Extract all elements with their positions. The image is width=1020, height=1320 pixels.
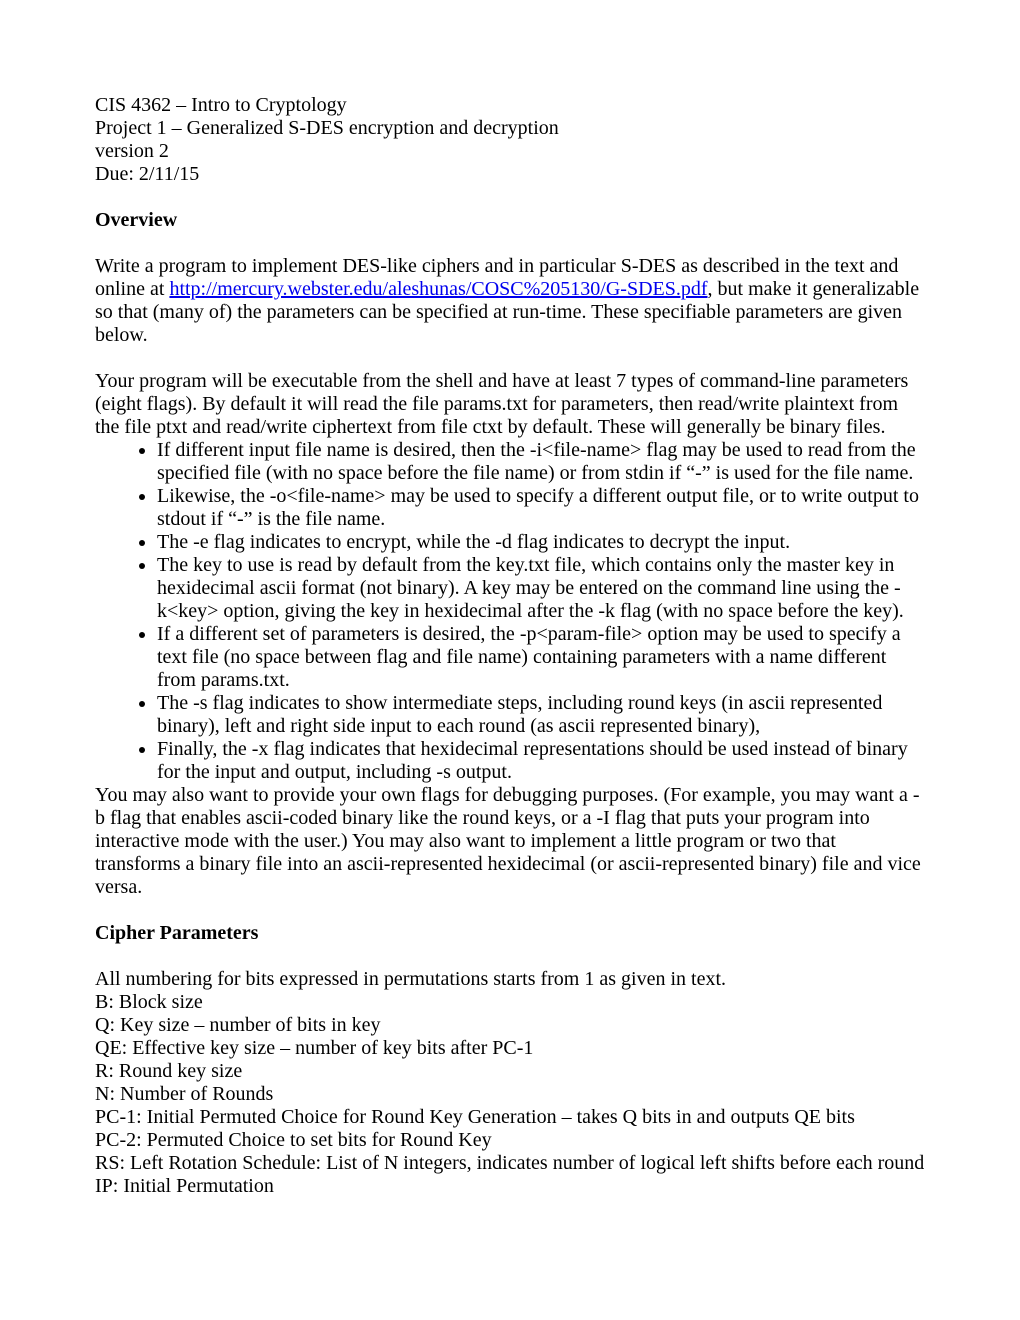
cipher-parameters-list (95, 991, 925, 1198)
section-heading-cipher-parameters: Cipher Parameters (95, 922, 259, 944)
overview-paragraph-3: You may also want to provide your own flags for debugging purposes. (For example, you may want a -b flag that enables ascii-coded binary like the round keys, or a -I flag that puts your program into interactive mode with the user.) You may also want to implement a little program or two that transforms a binary file into an ascii-represented hexidecimal (or ascii-represented binary) file and vice versa. (95, 784, 921, 898)
bullet-item-key-flag: • The key to use is read by default from the key.txt file, which contains only the master key in hexidecimal ascii format (not binary). A key may be entered on the command line using the -k<key> option, giving the key in hexidecimal after the -k flag (with no space before the key). (157, 554, 925, 623)
cipher-parameters-intro: All numbering for bits expressed in permutations starts from 1 as given in text. (95, 968, 726, 990)
bullet-item-steps-flag: • The -s flag indicates to show intermediate steps, including round keys (in ascii represented binary), left and right side input to each round (as ascii represented binary), (157, 692, 925, 738)
section-heading-overview: Overview (95, 209, 178, 231)
overview-paragraph-1 (95, 255, 925, 347)
parameter-definition-number-of-rounds: N: Number of Rounds (95, 1083, 274, 1105)
bullet-item-encrypt-decrypt-flags: • The -e flag indicates to encrypt, while the -d flag indicates to decrypt the input. (157, 531, 925, 554)
parameter-definition-block-size: B: Block size (95, 991, 203, 1013)
parameter-definition-initial-permutation: IP: Initial Permutation (95, 1175, 274, 1197)
flags-bullet-list (95, 439, 925, 784)
parameter-definition-pc1: PC-1: Initial Permuted Choice for Round Key Generation – takes Q bits in and outputs QE bits (95, 1106, 855, 1128)
overview-paragraph-1-before-link: Write a program to implement DES-like ciphers and in particular S-DES as described in the text and online at (95, 255, 899, 300)
bullet-item-param-file-flag: • If a different set of parameters is desired, the -p<param-file> option may be used to specify a text file (no space between flag and file name) containing parameters with a name different from params.txt. (157, 623, 925, 692)
bullet-item-input-flag: • If different input file name is desired, then the -i<file-name> flag may be used to read from the specified file (with no space before the file name) or from stdin if “-” is used for the file name. (157, 439, 925, 485)
bullet-item-output-flag: • Likewise, the -o<file-name> may be used to specify a different output file, or to write output to stdout if “-” is the file name. (157, 485, 925, 531)
parameter-definition-pc2: PC-2: Permuted Choice to set bits for Round Key (95, 1129, 492, 1151)
course-title-line: CIS 4362 – Intro to Cryptology (95, 94, 347, 116)
version-line: version 2 (95, 140, 169, 162)
gsdes-pdf-link[interactable]: http://mercury.webster.edu/aleshunas/COSC%205130/G-SDES.pdf (169, 278, 708, 300)
parameter-definition-round-key-size: R: Round key size (95, 1060, 243, 1082)
project-title-line: Project 1 – Generalized S-DES encryption and decryption (95, 117, 559, 139)
due-date-line: Due: 2/11/15 (95, 163, 200, 185)
bullet-item-hex-flag: • Finally, the -x flag indicates that hexidecimal representations should be used instead of binary for the input and output, including -s output. (157, 738, 925, 784)
parameter-definition-key-size: Q: Key size – number of bits in key (95, 1014, 381, 1036)
parameter-definition-effective-key-size: QE: Effective key size – number of key bits after PC-1 (95, 1037, 534, 1059)
document-header (95, 94, 925, 186)
overview-paragraph-2: Your program will be executable from the shell and have at least 7 types of command-line parameters (eight flags). By default it will read the file params.txt for parameters, then read/write plaintext from the file ptxt and read/write ciphertext from file ctxt by default. These will generally be binary files. (95, 370, 909, 438)
overview-paragraph-1-after-link: , but make it generalizable so that (many of) the parameters can be specified at run-time. These specifiable parameters are given below. (95, 278, 920, 346)
parameter-definition-rotation-schedule: RS: Left Rotation Schedule: List of N integers, indicates number of logical left shifts before each round (95, 1152, 925, 1174)
